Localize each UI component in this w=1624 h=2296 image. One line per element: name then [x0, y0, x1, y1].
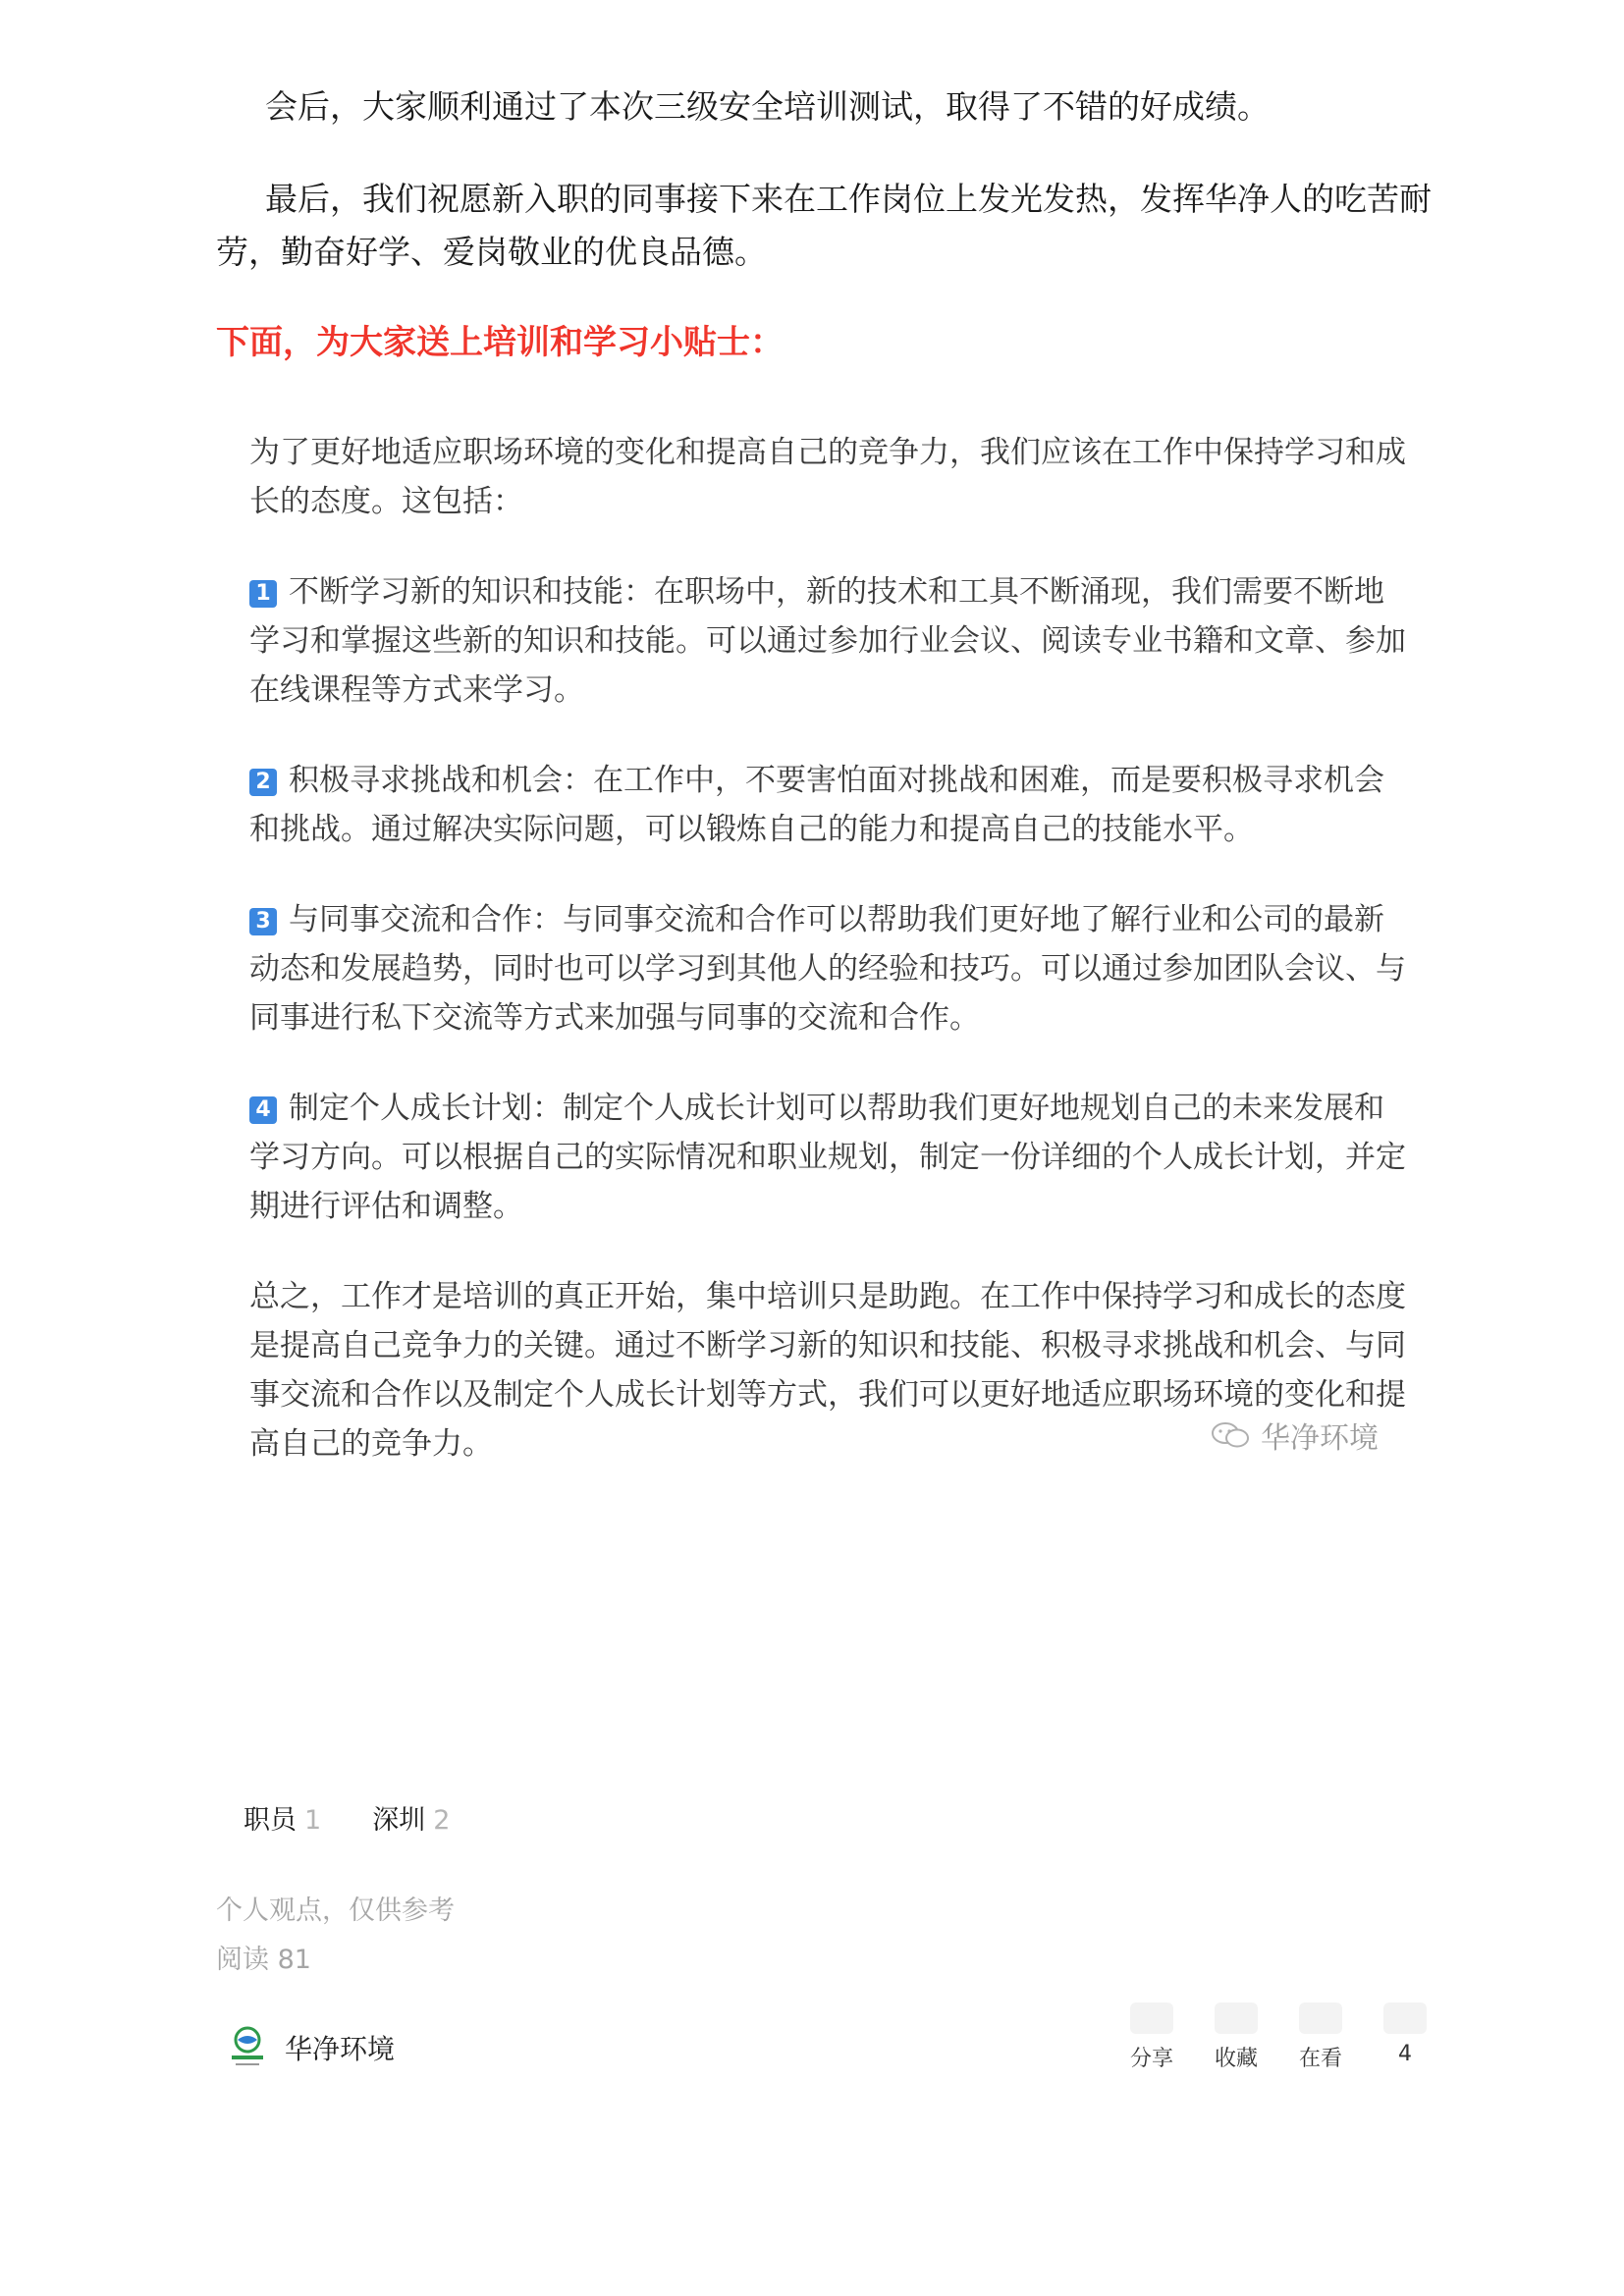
like-count: 4 [1398, 2042, 1412, 2066]
tag-count: 1 [304, 1805, 322, 1836]
tip-text-4: 制定个人成长计划：制定个人成长计划可以帮助我们更好地规划自己的未来发展和学习方向。可以根据自己的实际情况和职业规划，制定一份详细的个人成长计划，并定期进行评估和调整。 [249, 1091, 1406, 1224]
like-button[interactable] [1363, 2002, 1447, 2072]
like-icon [1383, 2002, 1427, 2034]
number-3-icon: 3 [249, 908, 277, 935]
image-watermark [1210, 1414, 1379, 1457]
watching-icon [1299, 2002, 1342, 2034]
tip-item-2 [249, 756, 1408, 854]
favorite-button[interactable] [1194, 2002, 1278, 2072]
wechat-icon [1210, 1420, 1253, 1450]
tips-intro: 为了更好地适应职场环境的变化和提高自己的竞争力，我们应该在工作中保持学习和成长的态度。这包括： [249, 435, 1406, 519]
tips-heading: 下面，为大家送上培训和学习小贴士： [216, 323, 784, 362]
read-count: 阅读 81 [216, 1945, 311, 1975]
paragraph-2: 最后，我们祝愿新入职的同事接下来在工作岗位上发光发热，发挥华净人的吃苦耐劳，勤奋好学、爱岗敬业的优良品德。 [216, 180, 1432, 271]
number-2-icon: 2 [249, 769, 277, 796]
account-logo-icon [228, 2024, 267, 2071]
watching-label: 在看 [1298, 2047, 1342, 2071]
share-button[interactable] [1110, 2002, 1194, 2072]
tip-text-1: 不断学习新的知识和技能：在职场中，新的技术和工具不断涌现，我们需要不断地学习和掌握这些新的知识和技能。可以通过参加行业会议、阅读专业书籍和文章、参加在线课程等方式来学习。 [249, 574, 1406, 708]
number-4-icon: 4 [249, 1096, 277, 1124]
share-icon [1130, 2002, 1173, 2034]
tip-item-4 [249, 1084, 1408, 1231]
tag-label: 职员 [244, 1805, 297, 1836]
tag-label: 深圳 [372, 1805, 426, 1836]
tips-image-block [249, 428, 1408, 1510]
tip-text-2: 积极寻求挑战和机会：在工作中，不要害怕面对挑战和困难，而是要积极寻求机会和挑战。通过解决实际问题，可以锻炼自己的能力和提高自己的技能水平。 [249, 763, 1384, 847]
tag-count: 2 [433, 1805, 451, 1836]
tip-item-1 [249, 567, 1408, 715]
favorite-icon [1215, 2002, 1258, 2034]
tip-text-3: 与同事交流和合作：与同事交流和合作可以帮助我们更好地了解行业和公司的最新动态和发展趋势，同时也可以学习到其他人的经验和技巧。可以通过参加团队会议、与同事进行私下交流等方式来加强与同事的交流和合作。 [249, 902, 1406, 1036]
tip-item-3 [249, 895, 1408, 1042]
tag-item[interactable] [244, 1798, 321, 1837]
account-card[interactable] [228, 2024, 395, 2071]
favorite-label: 收藏 [1214, 2047, 1258, 2071]
account-name: 华净环境 [285, 2033, 396, 2065]
watermark-text: 华净环境 [1261, 1421, 1379, 1456]
tips-conclusion: 总之，工作才是培训的真正开始，集中培训只是助跑。在工作中保持学习和成长的态度是提高自己竞争力的关键。通过不断学习新的知识和技能、积极寻求挑战和机会、与同事交流和合作以及制定个人成长计划等方式，我们可以更好地适应职场环境的变化和提高自己的竞争力。 [249, 1279, 1406, 1462]
share-label: 分享 [1129, 2047, 1173, 2071]
number-1-icon: 1 [249, 580, 277, 608]
tag-item[interactable] [372, 1798, 450, 1837]
paragraph-1: 会后，大家顺利通过了本次三级安全培训测试，取得了不错的好成绩。 [265, 87, 1270, 126]
watching-button[interactable] [1278, 2002, 1363, 2072]
tag-list [244, 1798, 450, 1837]
disclaimer: 个人观点，仅供参考 [216, 1896, 455, 1926]
action-bar [1110, 2002, 1447, 2072]
